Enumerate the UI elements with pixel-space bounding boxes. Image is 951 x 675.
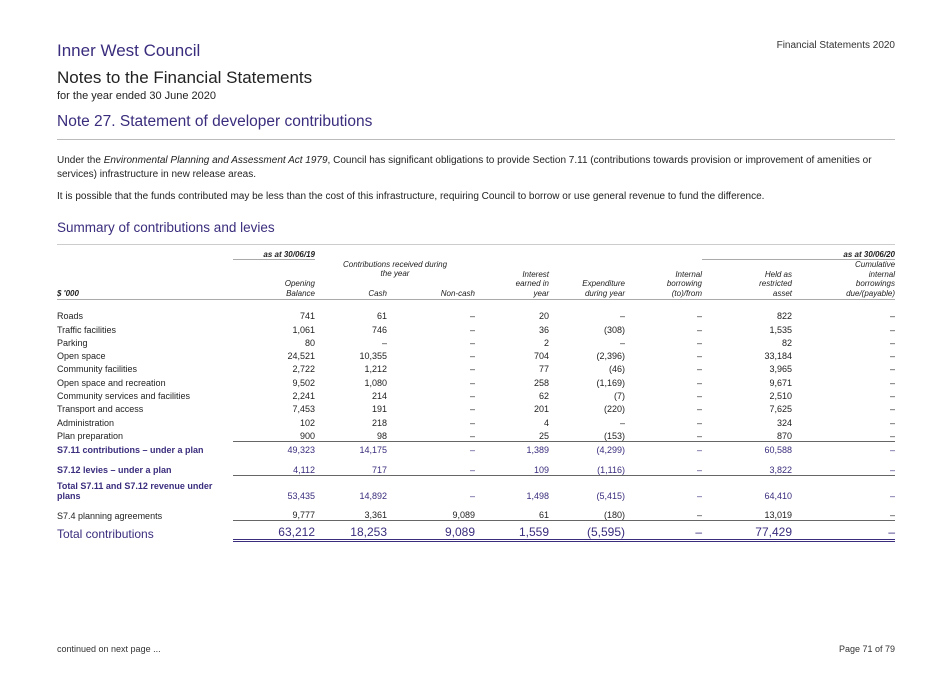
cell-value: – xyxy=(469,445,475,456)
cell-value: 1,535 xyxy=(769,324,792,335)
cell-value: (5,595) xyxy=(549,521,625,541)
table-row xyxy=(57,361,895,374)
table-row xyxy=(57,335,895,348)
cell-value: 1,389 xyxy=(526,445,549,456)
organisation-name: Inner West Council xyxy=(57,41,201,60)
cell-value: (153) xyxy=(549,428,625,442)
cell-value: 109 xyxy=(475,461,549,475)
cell-value: – xyxy=(469,417,475,428)
cell-value: – xyxy=(890,337,896,348)
cell-value: 1,212 xyxy=(364,364,387,375)
table-row xyxy=(57,388,895,401)
cell-value: – xyxy=(696,324,702,335)
as-at-end: as at 30/06/20 xyxy=(702,248,895,260)
notes-title: Notes to the Financial Statements xyxy=(57,68,313,87)
cell-value: (180) xyxy=(549,507,625,521)
col-cumulative: Cumulative internal borrowings due/(payable) xyxy=(792,260,895,300)
cell-value: 704 xyxy=(533,351,549,362)
cell-value: 741 xyxy=(299,311,315,322)
cell-value: 3,965 xyxy=(769,364,792,375)
cell-value: 3,822 xyxy=(702,461,792,475)
summary-title: Summary of contributions and levies xyxy=(57,220,275,235)
page-label: Financial Statements 2020 xyxy=(776,40,895,51)
cell-value: – xyxy=(619,311,625,322)
cell-value: 13,019 xyxy=(702,507,792,521)
cell-value: (220) xyxy=(603,404,625,415)
cell-value: – xyxy=(792,507,895,521)
cell-value: 14,175 xyxy=(359,445,387,456)
cell-value: – xyxy=(890,417,896,428)
cell-value: (4,299) xyxy=(596,445,625,456)
row-label: Community facilities xyxy=(57,364,138,375)
cell-value: 9,089 xyxy=(387,507,475,521)
cell-value: 2 xyxy=(543,337,549,348)
cell-value: 62 xyxy=(538,391,549,402)
cell-value: – xyxy=(387,461,475,475)
divider xyxy=(57,139,895,140)
cell-value: (1,169) xyxy=(596,377,625,388)
row-label: Community services and facilities xyxy=(57,391,191,402)
row-label: Transport and access xyxy=(57,404,144,415)
cell-value: – xyxy=(469,391,475,402)
intro-paragraph-2: It is possible that the funds contributed may be less than the cost of this infrastructure, requiring Council to borrow or use general revenue to fund the difference. xyxy=(57,191,765,202)
cell-value: 63,212 xyxy=(233,521,315,541)
cell-value: 1,498 xyxy=(526,491,549,502)
cell-value: 36 xyxy=(538,324,549,335)
grand-total-row xyxy=(57,521,895,541)
row-label: S7.4 planning agreements xyxy=(57,510,163,521)
cell-value: – xyxy=(890,404,896,415)
col-group-contributions: Contributions received during the year Cash Non-cash xyxy=(315,260,475,300)
row-label: Roads xyxy=(57,311,84,322)
cell-value: 10,355 xyxy=(359,351,387,362)
cell-value: – xyxy=(696,337,702,348)
cell-value: 4 xyxy=(543,417,549,428)
cell-value: (46) xyxy=(608,364,625,375)
cell-value: 77,429 xyxy=(702,521,792,541)
cell-value: 1,080 xyxy=(364,377,387,388)
col-opening: Opening Balance xyxy=(233,260,315,300)
cell-value: 214 xyxy=(371,391,387,402)
cell-value: – xyxy=(469,364,475,375)
col-interest: Interest earned in year xyxy=(475,260,549,300)
cell-value: 2,241 xyxy=(292,391,315,402)
table-row xyxy=(57,414,895,427)
cell-value: – xyxy=(696,445,702,456)
row-label: Administration xyxy=(57,417,115,428)
cell-value: 64,410 xyxy=(764,491,792,502)
s712-row xyxy=(57,461,895,475)
cell-value: 61 xyxy=(475,507,549,521)
cell-value: 218 xyxy=(371,417,387,428)
footer-page-number: Page 71 of 79 xyxy=(838,644,895,654)
cell-value: 7,625 xyxy=(769,404,792,415)
cell-value: – xyxy=(696,491,702,502)
contributions-table xyxy=(57,248,895,542)
cell-value: – xyxy=(696,391,702,402)
cell-value: – xyxy=(792,428,895,442)
cell-value: 20 xyxy=(538,311,549,322)
cell-value: (5,415) xyxy=(596,491,625,502)
cell-value: 18,253 xyxy=(315,521,387,541)
row-label: Total S7.11 and S7.12 revenue under plans xyxy=(57,481,213,502)
row-label: Parking xyxy=(57,337,88,348)
col-borrowing: Internal borrowing (to)/from xyxy=(625,260,702,300)
cell-value: 102 xyxy=(299,417,315,428)
s711-total-row xyxy=(57,441,895,455)
cell-value: (308) xyxy=(603,324,625,335)
cell-value: 9,502 xyxy=(292,377,315,388)
s74-row xyxy=(57,507,895,521)
cell-value: 324 xyxy=(776,417,792,428)
cell-value: 201 xyxy=(533,404,549,415)
cell-value: – xyxy=(696,311,702,322)
table-row xyxy=(57,374,895,387)
cell-value: 9,089 xyxy=(387,521,475,541)
row-label: Open space xyxy=(57,351,106,362)
cell-value: 61 xyxy=(376,311,387,322)
cell-value: (7) xyxy=(614,391,625,402)
cell-value: 900 xyxy=(233,428,315,442)
cell-value: – xyxy=(387,428,475,442)
cell-value: 53,435 xyxy=(287,491,315,502)
table-row xyxy=(57,321,895,334)
cell-value: – xyxy=(619,337,625,348)
revenue-total-row xyxy=(57,475,895,501)
cell-value: – xyxy=(696,364,702,375)
cell-value: – xyxy=(696,351,702,362)
cell-value: – xyxy=(696,377,702,388)
act-name: Environmental Planning and Assessment Act 1979 xyxy=(103,155,328,166)
cell-value: 98 xyxy=(315,428,387,442)
cell-value: – xyxy=(890,324,896,335)
footer-continued: continued on next page ... xyxy=(57,644,161,654)
col-held: Held as restricted asset xyxy=(702,260,792,300)
col-cash: Cash xyxy=(368,288,387,298)
col-expenditure: Expenditure during year xyxy=(549,260,625,300)
cell-value: 2,510 xyxy=(769,391,792,402)
cell-value: 2,722 xyxy=(292,364,315,375)
cell-value: 25 xyxy=(475,428,549,442)
cell-value: – xyxy=(696,404,702,415)
unit-label: $ '000 xyxy=(57,260,233,300)
cell-value: – xyxy=(890,391,896,402)
cell-value: 4,112 xyxy=(233,461,315,475)
cell-value: 80 xyxy=(304,337,315,348)
divider xyxy=(57,244,895,245)
cell-value: – xyxy=(625,461,702,475)
cell-value: – xyxy=(696,417,702,428)
cell-value: 746 xyxy=(371,324,387,335)
table-row xyxy=(57,401,895,414)
cell-value: 24,521 xyxy=(287,351,315,362)
cell-value: 191 xyxy=(371,404,387,415)
cell-value: 1,061 xyxy=(292,324,315,335)
as-at-start: as at 30/06/19 xyxy=(233,248,315,260)
row-label: Open space and recreation xyxy=(57,377,166,388)
cell-value: 49,323 xyxy=(287,445,315,456)
row-label: S7.11 contributions – under a plan xyxy=(57,445,204,456)
cell-value: – xyxy=(381,337,387,348)
note-title: Note 27. Statement of developer contributions xyxy=(57,113,373,130)
cell-value: 258 xyxy=(533,377,549,388)
reporting-period: for the year ended 30 June 2020 xyxy=(57,90,217,102)
table-row xyxy=(57,428,895,442)
cell-value: (1,116) xyxy=(549,461,625,475)
row-label: Total contributions xyxy=(57,526,154,541)
cell-value: 3,361 xyxy=(315,507,387,521)
cell-value: – xyxy=(469,324,475,335)
cell-value: – xyxy=(890,311,896,322)
intro-paragraph-1 xyxy=(57,154,897,182)
cell-value: 60,588 xyxy=(764,445,792,456)
table-row xyxy=(57,348,895,361)
cell-value: 14,892 xyxy=(359,491,387,502)
cell-value: 717 xyxy=(315,461,387,475)
cell-value: 9,671 xyxy=(769,377,792,388)
row-label: Traffic facilities xyxy=(57,324,117,335)
cell-value: – xyxy=(469,337,475,348)
intro-text: Under the xyxy=(57,155,104,166)
cell-value: 1,559 xyxy=(475,521,549,541)
cell-value: – xyxy=(469,311,475,322)
cell-value: – xyxy=(890,364,896,375)
cell-value: 33,184 xyxy=(764,351,792,362)
cell-value: 7,453 xyxy=(292,404,315,415)
cell-value: – xyxy=(890,351,896,362)
cell-value: 822 xyxy=(776,311,792,322)
cell-value: – xyxy=(619,417,625,428)
cell-value: – xyxy=(792,521,895,541)
cell-value: – xyxy=(890,491,896,502)
cell-value: – xyxy=(469,377,475,388)
cell-value: – xyxy=(625,507,702,521)
cell-value: 82 xyxy=(781,337,792,348)
row-label: S7.12 levies – under a plan xyxy=(57,465,172,476)
table-row xyxy=(57,308,895,321)
cell-value: – xyxy=(469,404,475,415)
cell-value: – xyxy=(469,491,475,502)
cell-value: – xyxy=(890,445,896,456)
cell-value: – xyxy=(792,461,895,475)
cell-value: 77 xyxy=(538,364,549,375)
cell-value: – xyxy=(625,428,702,442)
col-noncash: Non-cash xyxy=(440,288,475,298)
cell-value: 9,777 xyxy=(233,507,315,521)
intro-text: , Council has significant obligations to provide Section 7.11 (contributions towards provision or improvement of amenities or services) infrastructure in new release areas. xyxy=(57,155,872,180)
cell-value: – xyxy=(890,377,896,388)
cell-value: (2,396) xyxy=(596,351,625,362)
cell-value: – xyxy=(469,351,475,362)
cell-value: 870 xyxy=(702,428,792,442)
cell-value: – xyxy=(625,521,702,541)
row-label: Plan preparation xyxy=(57,431,124,442)
